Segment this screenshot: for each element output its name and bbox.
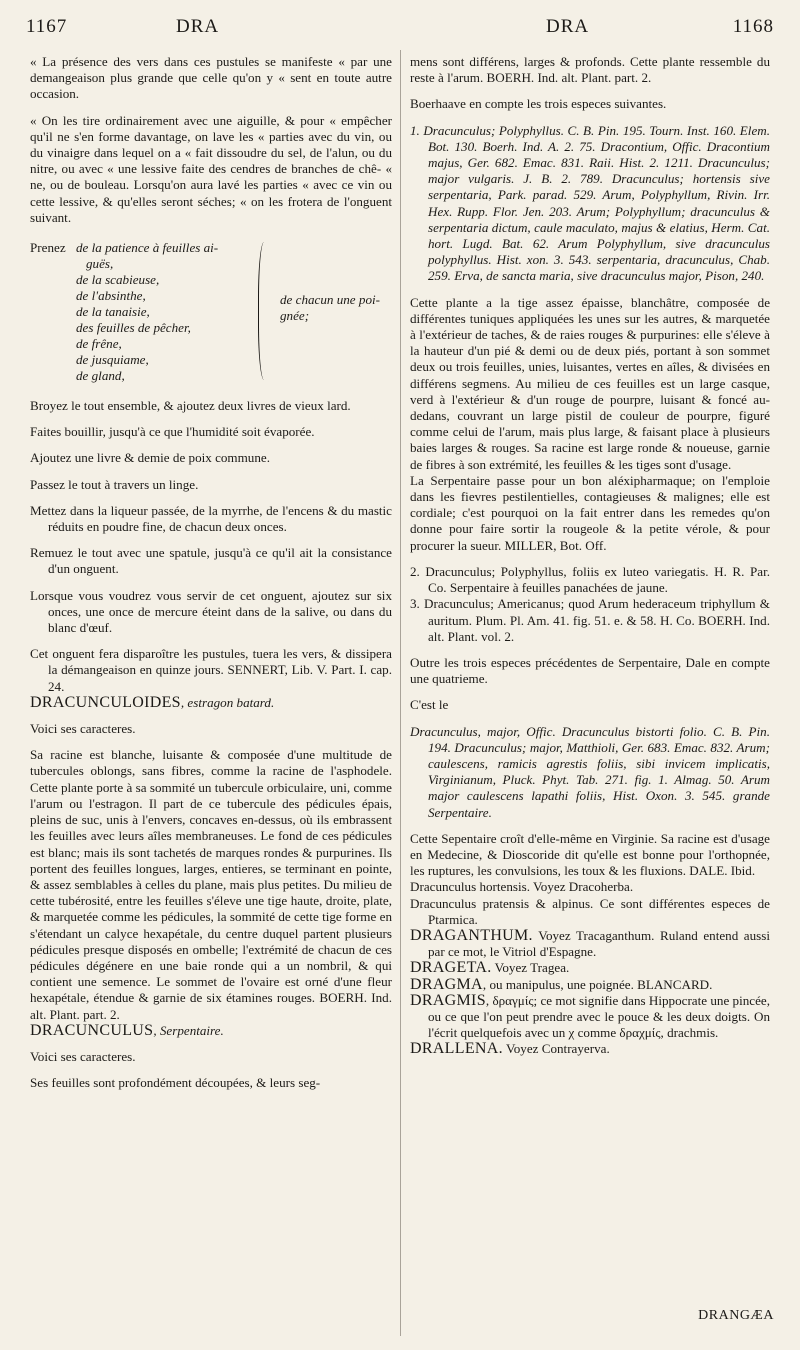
left-column [30, 54, 392, 1091]
recipe-item: de jusquiame, [76, 352, 149, 368]
recipe-item: de gland, [76, 368, 125, 384]
headword: DRAGANTHUM. [410, 926, 533, 944]
paragraph: Cette Sepentaire croît d'elle-même en Virginie. Sa racine est d'usage en Medecine, & Dioscoride dit qu'elle est bonne pour l'orthopnée, les ruptures, les convulsions, les toux & les fluxions. DALE. Ibid. [410, 830, 770, 879]
headword: DRACUNCULOIDES [30, 693, 181, 711]
entry [410, 960, 770, 976]
paragraph: « On les tire ordinairement avec une aiguille, & pour « empêcher qu'il ne s'en forme davantage, on lave les « parties avec du vin, ou du vinaigre dans lequel on a « fait dissoudre du sel, de l'alun, ou du nitre, ou avec « une lessive faite des cendres de branches de chê- « ne, ou de bouleau. Lorsqu'on aura lavé les parties « avec ce vin ou cette lessive, & qu'elles seront séches; « on les frotera de l'onguent suivant. [30, 112, 392, 225]
recipe-step: Mettez dans la liqueur passée, de la myrrhe, de l'encens & du mastic réduits en poudre fine, de chacun deux onces. [30, 502, 392, 535]
recipe-step: Lorsque vous voudrez vous servir de cet onguent, ajoutez sur six onces, une once de mercure éteint dans de la salive, ou dans du blanc d'œuf. [30, 587, 392, 636]
cross-reference: Dracunculus pratensis & alpinus. Ce sont différentes especes de Ptarmica. [410, 895, 770, 927]
recipe-step: Cet onguent fera disparoître les pustules, tuera les vers, & dissipera la démangeaison en quinze jours. SENNERT, Lib. V. Part. I. cap. 24. [30, 646, 392, 694]
entry-text: , δραγμίς; ce mot signifie dans Hippocrate une pincée, ou ce que l'on peut prendre avec le pouce & les deux doigts. On l'écrit quelquefois avec un χ comme δραχμίς, drachmis. [428, 992, 770, 1041]
entry-text: Voyez Tracaganthum. Ruland entend aussi par ce mot, le Vitriol d'Espagne. [428, 927, 770, 960]
recipe-step: Passez le tout à travers un linge. [30, 476, 199, 492]
entry [410, 977, 770, 993]
cross-reference: Dracunculus hortensis. Voyez Dracoherba. [410, 879, 634, 895]
recipe-ingredients [76, 240, 266, 384]
recipe-item: de la scabieuse, [76, 272, 160, 288]
paragraph: La Serpentaire passe pour un bon aléxipharmaque; on l'emploie dans les fievres pestilentielles, contagieuses & malignes; elle est cordiale; c'est pourquoi on la fait entrer dans les remedes qu'on donne pour faire sortir la rougeole & la petite vérole, & pour procurer la sueur. MILLER, Bot. Off. [410, 472, 770, 553]
entry [410, 993, 770, 1042]
headword-definition: , estragon batard. [180, 694, 275, 710]
recipe-item: de frêne, [76, 336, 122, 352]
right-column [410, 54, 770, 1058]
entry-heading [30, 695, 392, 711]
recipe-step: Broyez le tout ensemble, & ajoutez deux livres de vieux lard. [30, 398, 351, 414]
headword: DRAGETA. [410, 959, 492, 977]
right-running-title: DRA [546, 16, 590, 37]
species-entry: 1. Dracunculus; Polyphyllus. C. B. Pin. 195. Tourn. Inst. 160. Elem. Bot. 130. Boerh. Ind. A. 2. 75. Dracontium, Offic. Dracontium majus, Ger. 682. Emac. 831. Raii. Hist. 2. 1211. Dracunculus; major vulgaris. J. B. 2. 789. Dracunculus; hortensis sive serpentaria, Park. parad. 529. Arum, Polyphyllum, Rivin. Irr. Hex. Rupp. Flor. Jen. 203. Arum; Polyphyllum; dracunculus & serpentaria dictum, caule maculato, majus & elatius, Herm. Cat. hort. Lugd. Bat. 62. Arum Polyphyllum, sive dracunculus polyphyllus. Hist. xon. 3. 543. serpentaria, dracunculus, Chab. 259. Erva, de sancta maria, sive dracunculus major, Pison, 240. [410, 122, 770, 284]
recipe-step: Faites bouillir, jusqu'à ce que l'humidité soit évaporée. [30, 424, 315, 440]
species-entry: 3. Dracunculus; Americanus; quod Arum hederaceum triphyllum & auritum. Plum. Pl. Am. 41. fig. 51. e. & 58. H. Co. BOERH. Ind. alt. Plant. vol. 2. [410, 596, 770, 644]
recipe-quantity: de chacun une poi- gnée; [280, 292, 380, 324]
headword: DRALLENA. [410, 1040, 503, 1058]
left-page-number: 1167 [26, 16, 68, 37]
recipe-item: de la patience à feuilles ai- [76, 240, 219, 256]
left-running-title: DRA [176, 16, 220, 37]
entry [410, 1041, 770, 1057]
species-entry: 2. Dracunculus; Polyphyllus, foliis ex luteo variegatis. H. R. Par. Co. Serpentaire à feuilles panachées de jaune. [410, 563, 770, 596]
recipe-list [30, 240, 392, 390]
curly-brace [258, 242, 273, 380]
headword-definition: , Serpentaire. [153, 1022, 224, 1038]
recipe-lead: Prenez [30, 240, 66, 256]
paragraph: Ses feuilles sont profondément découpées, & leurs seg- [30, 1075, 321, 1091]
entry-text: Voyez Tragea. [494, 960, 570, 976]
paragraph: « La présence des vers dans ces pustules se manifeste « par une demangeaison plus grande que celle qu'on y « sent en toute autre occasion. [30, 54, 392, 102]
headword: DRAGMIS [410, 991, 486, 1009]
paragraph: Outre les trois especes précédentes de Serpentaire, Dale en compte une quatrieme. [410, 654, 770, 687]
catchword: DRANGÆA [698, 1308, 774, 1323]
headword: DRAGMA [410, 975, 483, 993]
running-header [26, 16, 774, 44]
paragraph: mens sont différens, larges & profonds. Cette plante ressemble du reste à l'arum. BOERH. Ind. alt. Plant. part. 2. [410, 54, 770, 86]
paragraph: Voici ses caracteres. [30, 1048, 136, 1064]
right-page-number: 1168 [732, 16, 774, 37]
paragraph: Voici ses caracteres. [30, 721, 136, 737]
headword: DRACUNCULUS [30, 1021, 154, 1039]
recipe-step: Ajoutez une livre & demie de poix commune. [30, 450, 270, 466]
species-entry: Dracunculus, major, Offic. Dracunculus bistorti folio. C. B. Pin. 194. Dracunculus; major, Matthioli, Ger. 683. Emac. 832. Arum; caulescens, ramicis agrestis foliis, sibi invicem implicatis, Virginianum, Pluck. Phyt. Tab. 271. fig. 1. Almag. 50. Arum major caulescens lapathi foliis, Hist. Oxon. 3. 545. grande Serpentaire. [410, 723, 770, 820]
column-divider [400, 50, 401, 1336]
recipe-item: de l'absinthe, [76, 288, 146, 304]
entry [410, 928, 770, 960]
entry-text: Voyez Contrayerva. [505, 1041, 610, 1057]
recipe-step: Remuez le tout avec une spatule, jusqu'à ce qu'il ait la consistance d'un onguent. [30, 545, 392, 577]
entry-heading [30, 1023, 392, 1039]
recipe-item: de la tanaisie, [76, 304, 150, 320]
recipe-item: guës, [86, 256, 114, 272]
paragraph: C'est le [410, 697, 449, 713]
paragraph: Cette plante a la tige assez épaisse, blanchâtre, composée de différentes tuniques appliquées les unes sur les autres, & marquetée à l'extérieur de taches, & de raies rouges & purpurines: elle s'éleve à la hauteur d'un pié & demi ou de deux piés, portant à son sommet deux ou trois feuilles, unies, luisantes, vertes en aîles, & divisées en différens segmens. Au milieu de ces feuilles est un large casque, verd à l'extérieur & d'un rouge de pourpre, luisant & foncé au-dedans, couvrant un large pistil de couleur de pourpre, figuré comme celui de l'arum, mais plus large, & faisant place à plusieurs baies larges & rouges. Sa racine est large ronde & noueuse, garnie de fibres à son extrémité, les feuilles & les tiges sont d'usage. [410, 294, 770, 472]
paragraph: Sa racine est blanche, luisante & composée d'une multitude de tubercules oblongs, sans fibres, comme la racine de l'asphodele. Cette plante porte à sa sommité un tubercule orbiculaire, uni, comme l'arum ou l'estragon. Il part de ce tubercule des pédicules épais, pleins de suc, unis à l'envers, concaves en-dessus, où ils embrassent les feuilles avec leurs aîles membraneuses. Le fond de ces pédicules est blanc; mais ils sont tachetés de marques rondes & purpurines. Ils portent des feuilles longues, larges, entieres, se terminant en pointe, & assez semblables à celles du plane, mais plus petites. Du milieu de cette tubérosité, entre les feuilles s'éleve une tige haute, droite, plate, & marquetée comme les pédicules, la sommité de cette tige forme en s'étendant un calyce hexapétale, du centre duquel partent plusieurs pédicules presque disposés en ombelle; l'extrémité de chacun de ces pédicules dégénere en une baie ronde qui a un nombril, & qui contient une semence. Le sommet de l'ovaire est orné d'une fleur hexapétale, étendue & garnie de six étamines rouges. BOERH. Ind. alt. Plant. part. 2. [30, 747, 392, 1022]
paragraph: Boerhaave en compte les trois especes suivantes. [410, 96, 667, 112]
entry-text: , ou manipulus, une poignée. BLANCARD. [482, 976, 713, 992]
recipe-item: des feuilles de pêcher, [76, 320, 191, 336]
